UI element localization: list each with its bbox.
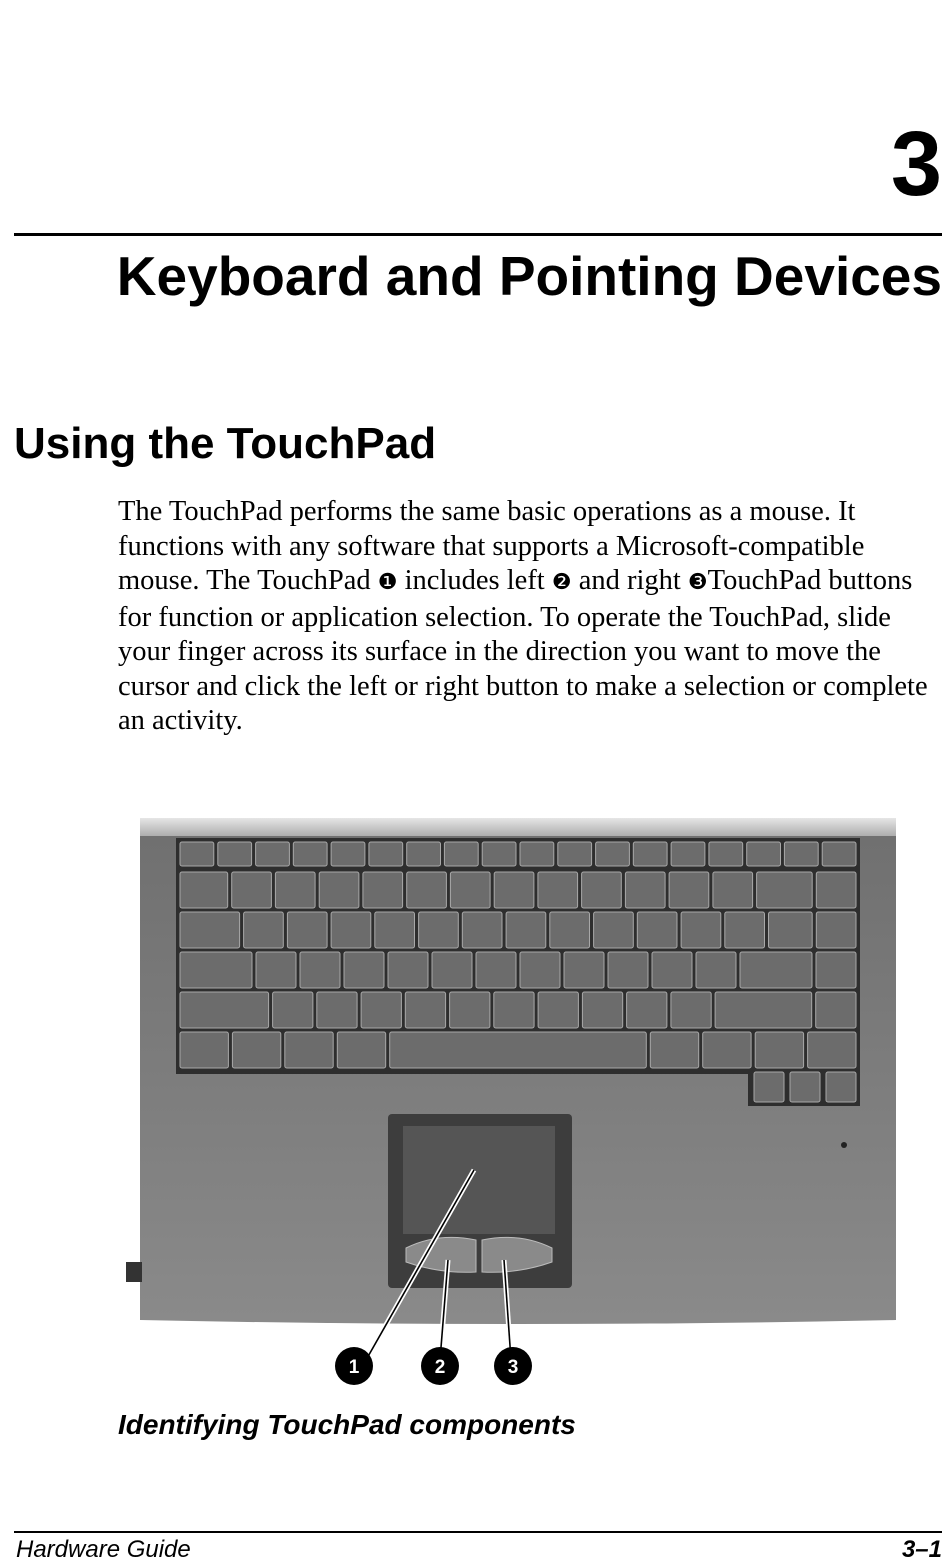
chapter-number: 3 [890,113,942,215]
keyboard-key [285,1032,333,1068]
keyboard-key [494,872,534,908]
keyboard-key [344,952,384,988]
keyboard-key [432,952,472,988]
keyboard-key [627,992,667,1028]
callout-2 [421,1347,459,1385]
keyboard-key [650,1032,698,1068]
keyboard-key [450,992,490,1028]
keyboard-key [696,952,736,988]
keyboard-key [390,1032,647,1068]
chapter-rule [14,233,942,236]
keyboard-key [494,992,534,1028]
keyboard-key [671,842,705,866]
keyboard-key [550,912,590,948]
keyboard-key [319,872,359,908]
keyboard-key [747,842,781,866]
keyboard-key [520,842,554,866]
keyboard-key [715,992,812,1028]
paragraph-text-1: The TouchPad performs the same basic operations as a mouse. It functions with any software that supports a Microsoft-compatible mouse. The TouchPad [118,496,865,596]
keyboard-key [633,842,667,866]
keyboard-key [784,842,818,866]
callout-ref-3: ❸ [687,570,708,595]
callout-3-label: 3 [507,1357,519,1378]
keyboard-key [273,992,313,1028]
keyboard-key [317,992,357,1028]
keyboard-key [232,1032,280,1068]
keyboard-key [256,952,296,988]
arrow-key [826,1072,856,1102]
keyboard-key [594,912,634,948]
keyboard-key [816,872,856,908]
keyboard-key [755,1032,803,1068]
keyboard-key [450,872,490,908]
footer-book-title: Hardware Guide [16,1536,191,1563]
callout-ref-2: ❷ [551,570,572,595]
keyboard-key [369,842,403,866]
section-heading: Using the TouchPad [14,419,437,468]
keyboard-key [637,912,677,948]
keyboard-key [180,952,252,988]
callout-3 [494,1347,532,1385]
paragraph-text-3: and right [571,565,688,596]
keyboard-key [564,952,604,988]
keyboard-key [808,1032,856,1068]
keyboard-key [816,952,856,988]
touchpad-figure [118,800,908,1400]
keyboard-key [180,872,228,908]
keyboard-key [538,872,578,908]
keyboard-key [180,992,269,1028]
keyboard-key [331,842,365,866]
keyboard-key [816,912,856,948]
keyboard-key [361,992,401,1028]
keyboard [176,838,860,1106]
keyboard-key [725,912,765,948]
footer-rule [14,1531,942,1533]
callout-ref-1: ❶ [377,570,398,595]
side-latch [126,1262,142,1282]
keyboard-key [331,912,371,948]
keyboard-key [671,992,711,1028]
keyboard-key [538,992,578,1028]
keyboard-key [520,952,560,988]
keyboard-key [608,952,648,988]
laptop-illustration [118,800,908,1400]
keyboard-key [388,952,428,988]
arrow-key [754,1072,784,1102]
keyboard-key [375,912,415,948]
keyboard-key [407,872,447,908]
keyboard-key [180,842,214,866]
keyboard-key [652,952,692,988]
footer-page-number: 3–1 [901,1536,942,1563]
keyboard-key [444,842,478,866]
keyboard-key [407,842,441,866]
keyboard-key [287,912,327,948]
keyboard-key [476,952,516,988]
keyboard-key [293,842,327,866]
keyboard-key [244,912,284,948]
indicator-light [841,1142,847,1148]
keyboard-key [740,952,812,988]
keyboard-key [180,912,240,948]
keyboard-key [300,952,340,988]
keyboard-key [180,1032,228,1068]
keyboard-key [419,912,459,948]
body-paragraph [118,495,948,739]
keyboard-key [275,872,315,908]
keyboard-key [582,872,622,908]
keyboard-key [256,842,290,866]
chapter-title: Keyboard and Pointing Devices [116,245,942,307]
figure-caption: Identifying TouchPad components [118,1409,576,1440]
paragraph-text-2: includes left [397,565,552,596]
keyboard-key [625,872,665,908]
keyboard-key [363,872,403,908]
keyboard-key [405,992,445,1028]
keyboard-key [822,842,856,866]
keyboard-key [218,842,252,866]
keyboard-key [482,842,516,866]
callout-1 [335,1347,373,1385]
keyboard-key [582,992,622,1028]
keyboard-key [703,1032,751,1068]
touchpad-surface [403,1126,555,1234]
keyboard-key [337,1032,385,1068]
keyboard-key [596,842,630,866]
keyboard-key [816,992,856,1028]
keyboard-key [506,912,546,948]
keyboard-key [757,872,813,908]
keyboard-key [232,872,272,908]
keyboard-key [681,912,721,948]
keyboard-key [709,842,743,866]
keyboard-key [558,842,592,866]
keyboard-key [713,872,753,908]
callout-2-label: 2 [434,1357,446,1378]
keyboard-key [462,912,502,948]
keyboard-key [769,912,813,948]
arrow-key [790,1072,820,1102]
keyboard-key [669,872,709,908]
callout-1-label: 1 [348,1357,360,1378]
paragraph-text-4: TouchPad buttons for function or application selection. To operate the TouchPad, slide your finger across its surface in the direction you want to move the cursor and click the left or right button to make a selection or complete an activity. [118,565,928,736]
